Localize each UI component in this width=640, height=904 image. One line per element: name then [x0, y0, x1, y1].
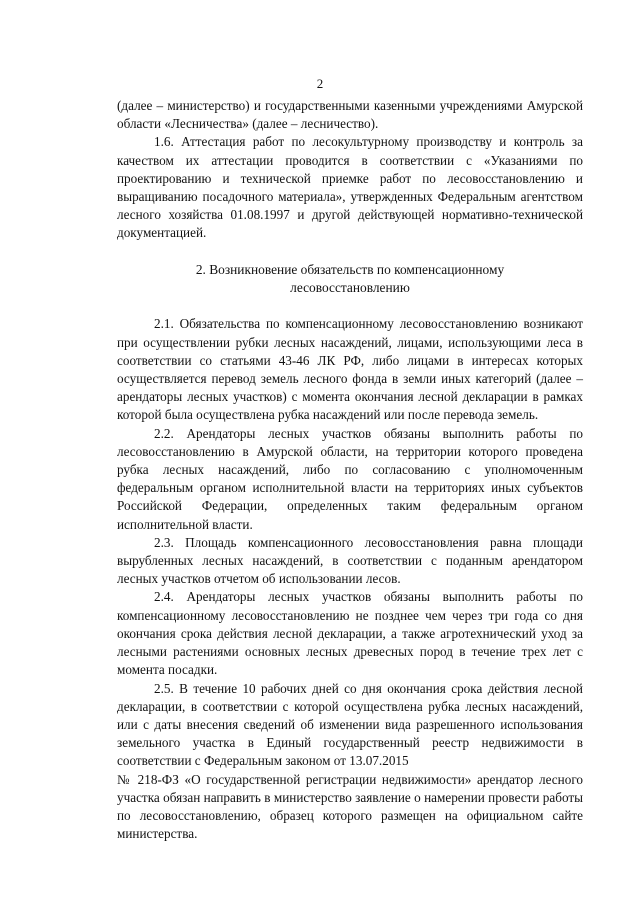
- paragraph-2-2: 2.2. Арендаторы лесных участков обязаны выполнить работы по лесовосстановлению в Амурской области, на территории которого проведена рубка лесных насаждений, либо по согласованию с уполномоченным федеральным органом исполнительной власти на территориях иных субъектов Российской Федерации, определенных таким федеральным органом исполнительной власти.: [117, 425, 583, 532]
- paragraph-1-6: 1.6. Аттестация работ по лесокультурному производству и контроль за качеством их аттестации проводится в соответствии с «Указаниями по проектированию и технической приемке работ по лесовосстановлению и выращиванию посадочного материала», утвержденных Федеральным агентством лесного хозяйства 01.08.1997 и другой действующей нормативно-технической документацией.: [117, 134, 583, 241]
- paragraph-intro-continuation: (далее – министерство) и государственными казенными учреждениями Амурской области «Лесничества» (далее – лесничество).: [117, 98, 583, 132]
- paragraph-2-3: 2.3. Площадь компенсационного лесовосстановления равна площади вырубленных лесных насаждений, в соответствии с поданным арендатором лесных участков отчетом об использовании лесов.: [117, 534, 583, 587]
- document-body: [117, 97, 583, 843]
- section-heading: [117, 261, 583, 298]
- section-heading-line-2: лесовосстановлению: [290, 280, 410, 296]
- paragraph-2-5: 2.5. В течение 10 рабочих дней со дня окончания срока действия лесной декларации, в соответствии с которой осуществлена рубка лесных насаждений, или с даты внесения сведений об изменении вида разрешенного использования земельного участка в Единый государственный реестр недвижимости в соответствии с Федеральным законом от 13.07.2015: [117, 680, 583, 769]
- paragraph-2-1: 2.1. Обязательства по компенсационному лесовосстановлению возникают при осуществлении рубки лесных насаждений, лицами, использующими леса в соответствии со статьями 43-46 ЛК РФ, либо лицами в интересах которых осуществляется перевод земель лесного фонда в земли иных категорий (далее – арендаторы лесных участков) с момента окончания лесной декларации в рамках которой была осуществлена рубка насаждений или после перевода земель.: [117, 316, 583, 423]
- paragraph-2-5-continuation: № 218-ФЗ «О государственной регистрации недвижимости» арендатор лесного участка обязан направить в министерство заявление о намерении провести работы по лесовосстановлению, образец которого размещен на официальном сайте министерства.: [117, 771, 583, 842]
- paragraph-2-4: 2.4. Арендаторы лесных участков обязаны выполнить работы по компенсационному лесовосстановлению не позднее чем через три года со дня окончания срока действия лесной декларации, а также агротехнический уход за лесными растениями основных лесных древесных пород в течение трех лет с момента посадки.: [117, 589, 583, 678]
- page-number: 2: [316, 76, 324, 91]
- section-heading-line-1: 2. Возникновение обязательств по компенсационному: [195, 261, 505, 277]
